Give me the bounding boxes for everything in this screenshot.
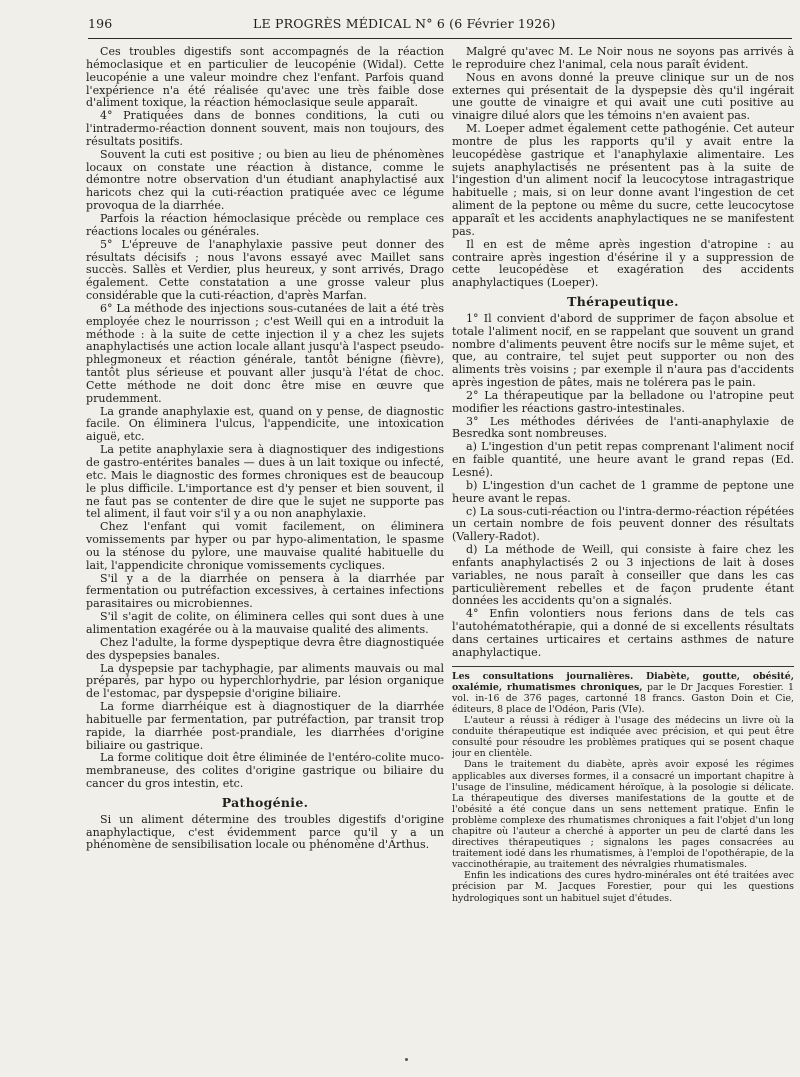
review-paragraph: Enfin les indications des cures hydro-minérales ont été traitées avec précision par M. Jacques Forestier, pour qui les questions hydrologiques sont un habituel sujet d'études.: [452, 870, 794, 904]
review-publication-details: par le Dr Jacques Forestier. 1 vol. in-16 de 376 pages, cartonné 18 francs. Gaston Doin et Cie, éditeurs, 8 place de l'Odéon, Paris (VIe).: [452, 681, 794, 715]
paragraph: Il en est de même après ingestion d'atropine : au contraire après ingestion d'ésérine il y a suppression de cette leucopédèse et exagération des accidents anaphylactiques (Loeper).: [452, 237, 794, 290]
section-divider: [452, 666, 794, 667]
print-speck: [405, 1058, 408, 1061]
paragraph: c) La sous-cuti-réaction ou l'intra-dermo-réaction répétées un certain nombre de fois peuvent donner des résultats (Vallery-Radot).: [452, 504, 794, 544]
paragraph: 4° Enfin volontiers nous ferions dans de tels cas l'autohématothérapie, qui a donné de si excellents résultats dans certaines urticaires et certains asthmes de nature anaphylactique.: [452, 607, 794, 659]
paragraph: Ces troubles digestifs sont accompagnés de la réaction hémoclasique et en particulier de leucopénie (Widal). Cette leucopénie a une valeur moindre chez l'enfant. Parfois quand l'expérience n'a été réalisée qu'avec une très faible dose d'aliment toxique, la réaction hémoclasique seule apparaît.: [86, 45, 444, 110]
paragraph: La grande anaphylaxie est, quand on y pense, de diagnostic facile. On éliminera l'ulcus, l'appendicite, une intoxication aiguë, etc.: [86, 404, 444, 444]
review-paragraph: L'auteur a réussi à rédiger à l'usage des médecins un livre où la conduite thérapeutique est indiquée avec précision, et qui peut être consulté pour résoudre les problèmes pratiques qui se posent chaque jour en clientèle.: [452, 715, 794, 760]
header-rule: [88, 38, 792, 39]
section-heading-pathogenie: Pathogénie.: [221, 794, 309, 810]
paragraph: S'il s'agit de colite, on éliminera celles qui sont dues à une alimentation exagérée ou à la mauvaise qualité des aliments.: [86, 610, 444, 636]
paragraph: 5° L'épreuve de l'anaphylaxie passive peut donner des résultats décisifs ; nous l'avons essayé avec Maillet sans succès. Sallès et Verdier, plus heureux, y sont arrivés, Drago également. Cette constatation a une grosse valeur plus considérable que la cuti-réaction, d'après Marfan.: [86, 237, 444, 303]
paragraph: Malgré qu'avec M. Le Noir nous ne soyons pas arrivés à le reproduire chez l'animal, cela nous paraît évident.: [452, 46, 794, 71]
left-column: [86, 46, 444, 852]
journal-title: LE PROGRÈS MÉDICAL N° 6 (6 Février 1926): [253, 16, 556, 31]
paragraph: La forme colitique doit être éliminée de l'entéro-colite muco-membraneuse, des colites d'origine gastrique ou biliaire du cancer du gros intestin, etc.: [86, 751, 444, 791]
paragraph: Chez l'enfant qui vomit facilement, on éliminera vomissements par hyper ou par hypo-alimentation, le spasme ou la sténose du pylore, une mauvaise qualité habituelle du lait, l'appendicite chronique vomissements cycliques.: [86, 520, 444, 572]
paragraph: La forme diarrhéique est à diagnostiquer de la diarrhée habituelle par fermentation, par putréfaction, par transit trop rapide, la diarrhée post-prandiale, les diarrhées d'origine biliaire ou gastrique.: [86, 700, 444, 752]
paragraph: La dyspepsie par tachyphagie, par aliments mauvais ou mal préparés, par hypo ou hyperchlorhydrie, par lésion organique de l'estomac, par dyspepsie d'origine biliaire.: [86, 661, 444, 701]
paragraph: d) La méthode de Weill, qui consiste à faire chez les enfants anaphylactisés 2 ou 3 injections de lait à doses variables, ne nous paraît à conseiller que dans les cas particulièrement rebelles et de façon prudente étant données les accidents qu'on a signalés.: [452, 543, 794, 608]
paragraph: a) L'ingestion d'un petit repas comprenant l'aliment nocif en faible quantité, une heure avant le grand repas (Ed. Lesné).: [452, 440, 794, 479]
review-citation: [452, 671, 794, 715]
paragraph: b) L'ingestion d'un cachet de 1 gramme de peptone une heure avant le repas.: [452, 478, 794, 505]
review-title: Les consultations journalières. Diabète, goutte, obésité, oxalémie, rhumatismes chroniques,: [452, 670, 794, 693]
right-column: [452, 46, 794, 904]
paragraph: 2° La thérapeutique par la belladone ou l'atropine peut modifier les réactions gastro-intestinales.: [452, 388, 794, 415]
review-paragraph: Dans le traitement du diabète, après avoir exposé les régimes applicables aux diverses formes, il a consacré un important chapitre à l'usage de l'insuline, médicament héroïque, à la posologie si délicate. La thérapeutique des diverses manifestations de la goutte et de l'obésité a été conçue dans un sens nettement pratique. Enfin le problème complexe des rhumatismes chroniques a fait l'objet d'un long chapitre où l'auteur a cherché à apporter un peu de clarté dans les directives thérapeutiques ; signalons les pages consacrées au traitement iodé dans les rhumatismes, à l'emploi de l'opothérapie, de la vaccinothérapie, au traitement des névralgies rhumatismales.: [452, 759, 794, 871]
running-header: [88, 16, 792, 36]
paragraph: Parfois la réaction hémoclasique précède ou remplace ces réactions locales ou générales.: [86, 211, 444, 238]
page-number: 196: [88, 16, 113, 31]
section-heading-therapeutique: Thérapeutique.: [567, 294, 679, 310]
paragraph: 3° Les méthodes dérivées de l'anti-anaphylaxie de Besredka sont nombreuses.: [452, 414, 794, 441]
paragraph: La petite anaphylaxie sera à diagnostiquer des indigestions de gastro-entérites banales — dues à un lait toxique ou infecté, etc. Mais le diagnostic des formes chroniques est de beaucoup le plus difficile. L'importance est d'y penser et bien souvent, il ne faut pas se contenter de dire que le sujet ne supporte pas tel aliment, il faut voir s'il y a ou non anaphylaxie.: [86, 443, 444, 521]
paragraph: 4° Pratiquées dans de bonnes conditions, la cuti ou l'intradermo-réaction donnent souvent, mais non toujours, des résultats positifs.: [86, 109, 444, 148]
paragraph: M. Loeper admet également cette pathogénie. Cet auteur montre de plus les rapports qu'il y avait entre la leucopédèse gastrique et l'anaphylaxie alimentaire. Les sujets anaphylactisés ne présentent pas à la suite de l'ingestion d'un aliment nocif la leucocytose intragastrique habituelle ; mais, si on leur donne avant l'ingestion de cet aliment de la peptone ou même du sucre, cette leucocytose apparaît et les accidents anaphylactiques ne se manifestent pas.: [452, 122, 794, 238]
book-review: [452, 671, 794, 904]
paragraph: S'il y a de la diarrhée on pensera à la diarrhée par fermentation ou putréfaction excessives, à certaines infections parasitaires ou microbiennes.: [86, 571, 444, 611]
paragraph: Nous en avons donné la preuve clinique sur un de nos externes qui présentait de la dyspepsie dès qu'il ingérait une goutte de vinaigre et qui avait une cuti positive au vinaigre dilué alors que les témoins n'en avaient pas.: [452, 70, 794, 123]
paragraph: 1° Il convient d'abord de supprimer de façon absolue et totale l'aliment nocif, en se rappelant que souvent un grand nombre d'aliments peuvent être nocifs sur le même sujet, et que, au contraire, tel sujet peut supporter ou non des aliments très voisins ; par exemple il n'aura pas d'accidents après ingestion de pâtes, mais ne tolérera pas le pain.: [452, 311, 794, 390]
paragraph: 6° La méthode des injections sous-cutanées de lait a été très employée chez le nourrisson ; c'est Weill qui en a introduit la méthode : à la suite de cette injection il y a chez les sujets anaphylactisés une action locale allant jusqu'à l'aspect pseudo-phlegmoneux et réaction générale, tantôt bénigne (fièvre), tantôt plus sérieuse et pouvant aller jusqu'à l'état de choc. Cette méthode ne doit donc être mise en œuvre que prudemment.: [86, 301, 444, 405]
paragraph: Souvent la cuti est positive ; ou bien au lieu de phénomènes locaux on constate une réaction à distance, comme le démontre notre observation d'un étudiant anaphylactisé aux haricots chez qui la cuti-réaction pratiquée avec ce légume provoqua de la diarrhée.: [86, 147, 444, 213]
paragraph: Si un aliment détermine des troubles digestifs d'origine anaphylactique, c'est évidemment parce qu'il y a un phénomène de sensibilisation locale ou phénomène d'Arthus.: [86, 812, 444, 852]
paragraph: Chez l'adulte, la forme dyspeptique devra être diagnostiquée des dyspepsies banales.: [86, 635, 444, 662]
